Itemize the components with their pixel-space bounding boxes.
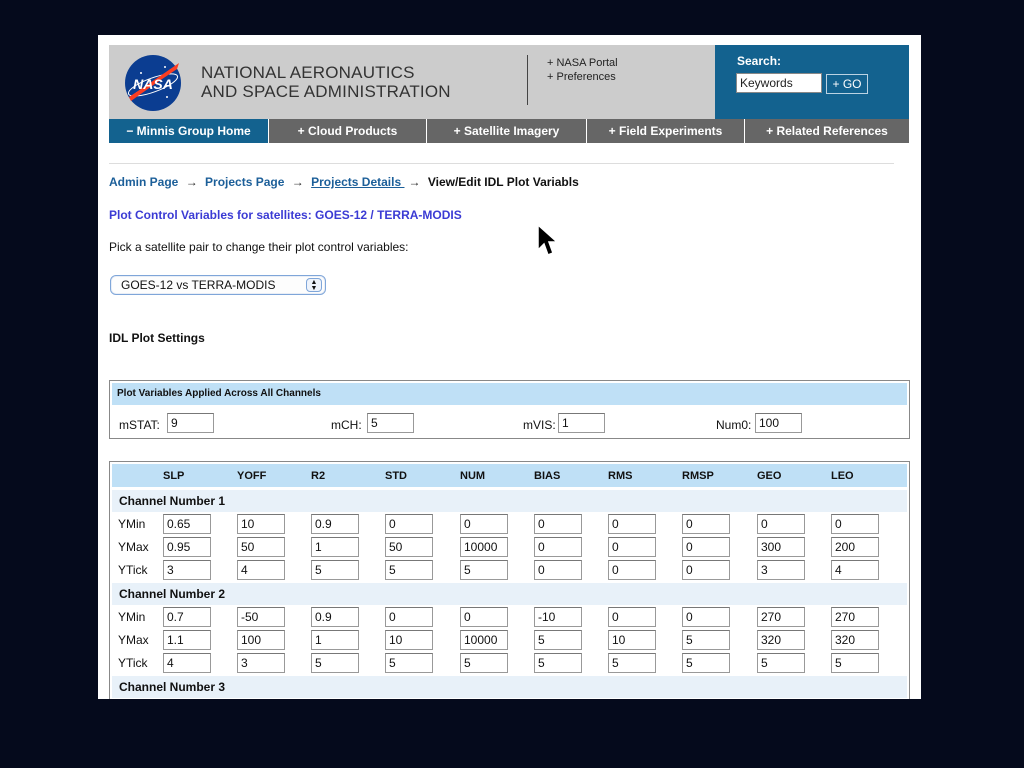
cell-input-ymin-geo[interactable] <box>757 607 805 627</box>
header-divider <box>527 55 528 105</box>
cell-input-ymin-rms[interactable] <box>608 514 656 534</box>
cell-input-ytick-num[interactable] <box>460 560 508 580</box>
column-header-leo: LEO <box>831 470 854 482</box>
column-header-rms: RMS <box>608 470 633 482</box>
num0-label: Num0: <box>716 418 752 432</box>
column-header-slp: SLP <box>163 470 185 482</box>
breadcrumb-current-page: View/Edit IDL Plot Variabls <box>427 175 579 189</box>
cell-input-ymax-leo[interactable] <box>831 537 879 557</box>
breadcrumb-separator: → <box>408 175 421 189</box>
nav-related-references[interactable]: + Related References <box>766 124 888 138</box>
cell-input-ytick-slp[interactable] <box>163 653 211 673</box>
nav-minnis-group-home[interactable]: − Minnis Group Home <box>109 119 269 143</box>
channel-heading: Channel Number 2 <box>112 583 907 605</box>
row-label-ymin: YMin <box>118 517 146 531</box>
cell-input-ytick-rms[interactable] <box>608 560 656 580</box>
site-header <box>109 45 909 119</box>
cell-input-ymax-num[interactable] <box>460 630 508 650</box>
column-header-num: NUM <box>460 470 486 482</box>
cell-input-ymax-yoff[interactable] <box>237 630 285 650</box>
cell-input-ymin-geo[interactable] <box>757 514 805 534</box>
cell-input-ymax-rms[interactable] <box>608 537 656 557</box>
column-header-rmsp: RMSP <box>682 470 714 482</box>
divider <box>109 163 894 164</box>
cell-input-ymin-r2[interactable] <box>311 607 359 627</box>
cell-input-ymin-leo[interactable] <box>831 514 879 534</box>
mouse-cursor-icon <box>536 224 560 258</box>
cell-input-ymin-rms[interactable] <box>608 607 656 627</box>
num0-input[interactable] <box>755 413 802 433</box>
search-label: Search: <box>737 54 782 68</box>
satellite-pair-select[interactable] <box>110 275 326 295</box>
cell-input-ytick-leo[interactable] <box>831 653 879 673</box>
nasa-portal-link[interactable]: + NASA Portal <box>547 57 618 69</box>
cell-input-ymin-slp[interactable] <box>163 514 211 534</box>
cell-input-ytick-rmsp[interactable] <box>682 560 730 580</box>
cell-input-ymax-bias[interactable] <box>534 537 582 557</box>
row-label-ymax: YMax <box>118 540 149 554</box>
cell-input-ymin-rmsp[interactable] <box>682 607 730 627</box>
portal-links <box>547 56 618 84</box>
cell-input-ymin-yoff[interactable] <box>237 607 285 627</box>
column-header-std: STD <box>385 470 407 482</box>
channel-heading: Channel Number 3 <box>112 676 907 698</box>
breadcrumb-separator: → <box>291 175 304 189</box>
satellite-pair-selected: GOES-12 vs TERRA-MODIS <box>121 278 276 292</box>
cell-input-ymax-rmsp[interactable] <box>682 630 730 650</box>
search-input[interactable] <box>736 73 822 93</box>
preferences-link[interactable]: + Preferences <box>547 71 616 83</box>
org-name <box>201 63 451 101</box>
row-label-ymax: YMax <box>118 633 149 647</box>
cell-input-ymax-slp[interactable] <box>163 537 211 557</box>
mch-label: mCH: <box>331 418 362 432</box>
cell-input-ymax-std[interactable] <box>385 630 433 650</box>
mch-input[interactable] <box>367 413 414 433</box>
cell-input-ymax-geo[interactable] <box>757 537 805 557</box>
cell-input-ymin-bias[interactable] <box>534 607 582 627</box>
cell-input-ytick-leo[interactable] <box>831 560 879 580</box>
cell-input-ymax-rmsp[interactable] <box>682 537 730 557</box>
search-go-button[interactable]: + GO <box>826 74 868 94</box>
cell-input-ymax-yoff[interactable] <box>237 537 285 557</box>
cell-input-ytick-r2[interactable] <box>311 560 359 580</box>
cell-input-ymax-rms[interactable] <box>608 630 656 650</box>
nasa-logo[interactable] <box>123 53 183 113</box>
row-label-ytick: YTick <box>118 656 148 670</box>
pick-pair-instructions: Pick a satellite pair to change their plot control variables: <box>109 240 409 254</box>
cell-input-ymax-r2[interactable] <box>311 630 359 650</box>
cell-input-ymin-r2[interactable] <box>311 514 359 534</box>
column-header-yoff: YOFF <box>237 470 267 482</box>
cell-input-ymax-r2[interactable] <box>311 537 359 557</box>
cell-input-ytick-num[interactable] <box>460 653 508 673</box>
nav-field-experiments[interactable]: + Field Experiments <box>587 119 745 143</box>
breadcrumb-separator: → <box>185 175 198 189</box>
global-plot-variables-heading: Plot Variables Applied Across All Channels <box>112 383 907 405</box>
breadcrumb-projects-details[interactable]: Projects Details <box>311 175 405 189</box>
org-name-line1: NATIONAL AERONAUTICS <box>201 63 415 82</box>
browser-page <box>98 35 921 699</box>
select-arrows-icon: ▲ ▼ <box>306 278 322 292</box>
cell-input-ytick-rms[interactable] <box>608 653 656 673</box>
cell-input-ymin-leo[interactable] <box>831 607 879 627</box>
cell-input-ytick-std[interactable] <box>385 560 433 580</box>
table-header-row <box>112 464 907 487</box>
cell-input-ymin-yoff[interactable] <box>237 514 285 534</box>
cell-input-ymax-std[interactable] <box>385 537 433 557</box>
cell-input-ymax-slp[interactable] <box>163 630 211 650</box>
org-name-line2: AND SPACE ADMINISTRATION <box>201 82 451 101</box>
cell-input-ymax-num[interactable] <box>460 537 508 557</box>
cell-input-ymin-std[interactable] <box>385 514 433 534</box>
main-nav <box>109 119 909 143</box>
row-label-ytick: YTick <box>118 563 148 577</box>
cell-input-ytick-geo[interactable] <box>757 560 805 580</box>
column-header-geo: GEO <box>757 470 782 482</box>
cell-input-ymin-num[interactable] <box>460 607 508 627</box>
svg-text:NASA: NASA <box>133 76 173 92</box>
row-label-ymin: YMin <box>118 610 146 624</box>
breadcrumb-admin-page[interactable]: Admin Page <box>109 175 179 189</box>
cell-input-ymin-num[interactable] <box>460 514 508 534</box>
cell-input-ymin-rmsp[interactable] <box>682 514 730 534</box>
cell-input-ymax-leo[interactable] <box>831 630 879 650</box>
cell-input-ytick-std[interactable] <box>385 653 433 673</box>
idl-plot-settings-heading: IDL Plot Settings <box>109 331 205 345</box>
channel-heading: Channel Number 1 <box>112 490 907 512</box>
breadcrumb-projects-page[interactable]: Projects Page <box>205 175 285 189</box>
breadcrumb <box>109 175 579 189</box>
mstat-label: mSTAT: <box>119 418 160 432</box>
column-header-r2: R2 <box>311 470 326 482</box>
cell-input-ytick-bias[interactable] <box>534 560 582 580</box>
cell-input-ymax-bias[interactable] <box>534 630 582 650</box>
column-header-bias: BIAS <box>534 470 561 482</box>
cell-input-ytick-slp[interactable] <box>163 560 211 580</box>
cell-input-ytick-rmsp[interactable] <box>682 653 730 673</box>
nav-cloud-products[interactable]: + Cloud Products <box>269 119 427 143</box>
cell-input-ytick-yoff[interactable] <box>237 560 285 580</box>
cell-input-ytick-r2[interactable] <box>311 653 359 673</box>
cell-input-ytick-yoff[interactable] <box>237 653 285 673</box>
plot-control-subtitle: Plot Control Variables for satellites: GOES-12 / TERRA-MODIS <box>109 208 462 222</box>
cell-input-ymin-slp[interactable] <box>163 607 211 627</box>
mvis-label: mVIS: <box>523 418 556 432</box>
mstat-input[interactable] <box>167 413 214 433</box>
global-plot-variables-panel <box>109 380 910 439</box>
cell-input-ymin-bias[interactable] <box>534 514 582 534</box>
cell-input-ytick-bias[interactable] <box>534 653 582 673</box>
nav-satellite-imagery[interactable]: + Satellite Imagery <box>427 119 587 143</box>
channel-settings-table <box>109 461 910 699</box>
cell-input-ymax-geo[interactable] <box>757 630 805 650</box>
search-panel <box>715 45 909 119</box>
cell-input-ytick-geo[interactable] <box>757 653 805 673</box>
mvis-input[interactable] <box>558 413 605 433</box>
cell-input-ymin-std[interactable] <box>385 607 433 627</box>
